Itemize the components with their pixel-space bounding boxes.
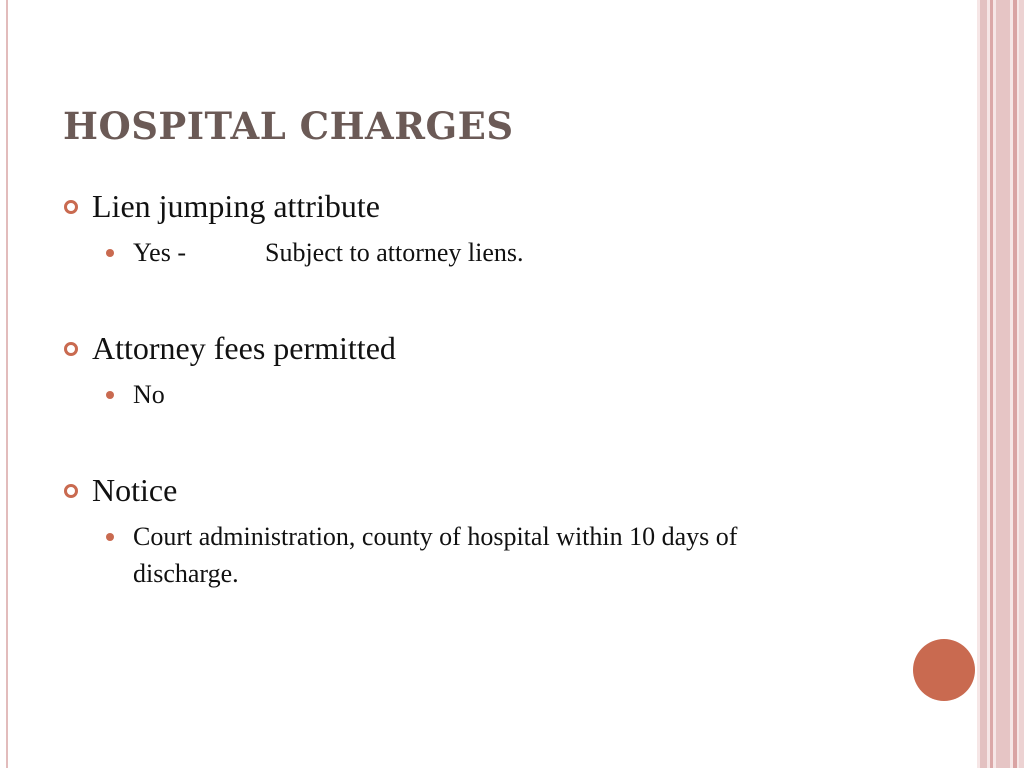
decorative-stripe [990, 0, 993, 768]
section-heading-text: Lien jumping attribute [92, 188, 380, 224]
left-border-line [6, 0, 8, 768]
section-heading-attorney-fees [64, 330, 396, 367]
answer-detail: Subject to attorney liens. [265, 238, 524, 267]
list-item-lien-answer [106, 234, 843, 271]
dot-bullet-icon [106, 249, 114, 257]
list-item-notice-detail [106, 518, 843, 592]
accent-circle-decoration [913, 639, 975, 701]
ring-bullet-icon [64, 200, 78, 214]
decorative-stripe [980, 0, 987, 768]
list-item-text [133, 234, 843, 271]
list-item-text: No [133, 380, 165, 409]
answer-label: Yes - [133, 238, 186, 267]
ring-bullet-icon [64, 484, 78, 498]
section-heading-notice [64, 472, 177, 509]
list-item-text: Court administration, county of hospital within 10 days of discharge. [133, 522, 738, 588]
section-heading-text: Notice [92, 472, 178, 508]
dot-bullet-icon [106, 533, 114, 541]
dot-bullet-icon [106, 391, 114, 399]
list-item-fees-answer [106, 376, 843, 413]
section-heading-lien-jumping [64, 188, 380, 225]
decorative-stripe [1013, 0, 1017, 768]
section-heading-text: Attorney fees permitted [92, 330, 396, 366]
decorative-stripe [1019, 0, 1024, 768]
ring-bullet-icon [64, 342, 78, 356]
slide-title: HOSPITAL CHARGES [63, 104, 514, 148]
decorative-stripe [996, 0, 1010, 768]
